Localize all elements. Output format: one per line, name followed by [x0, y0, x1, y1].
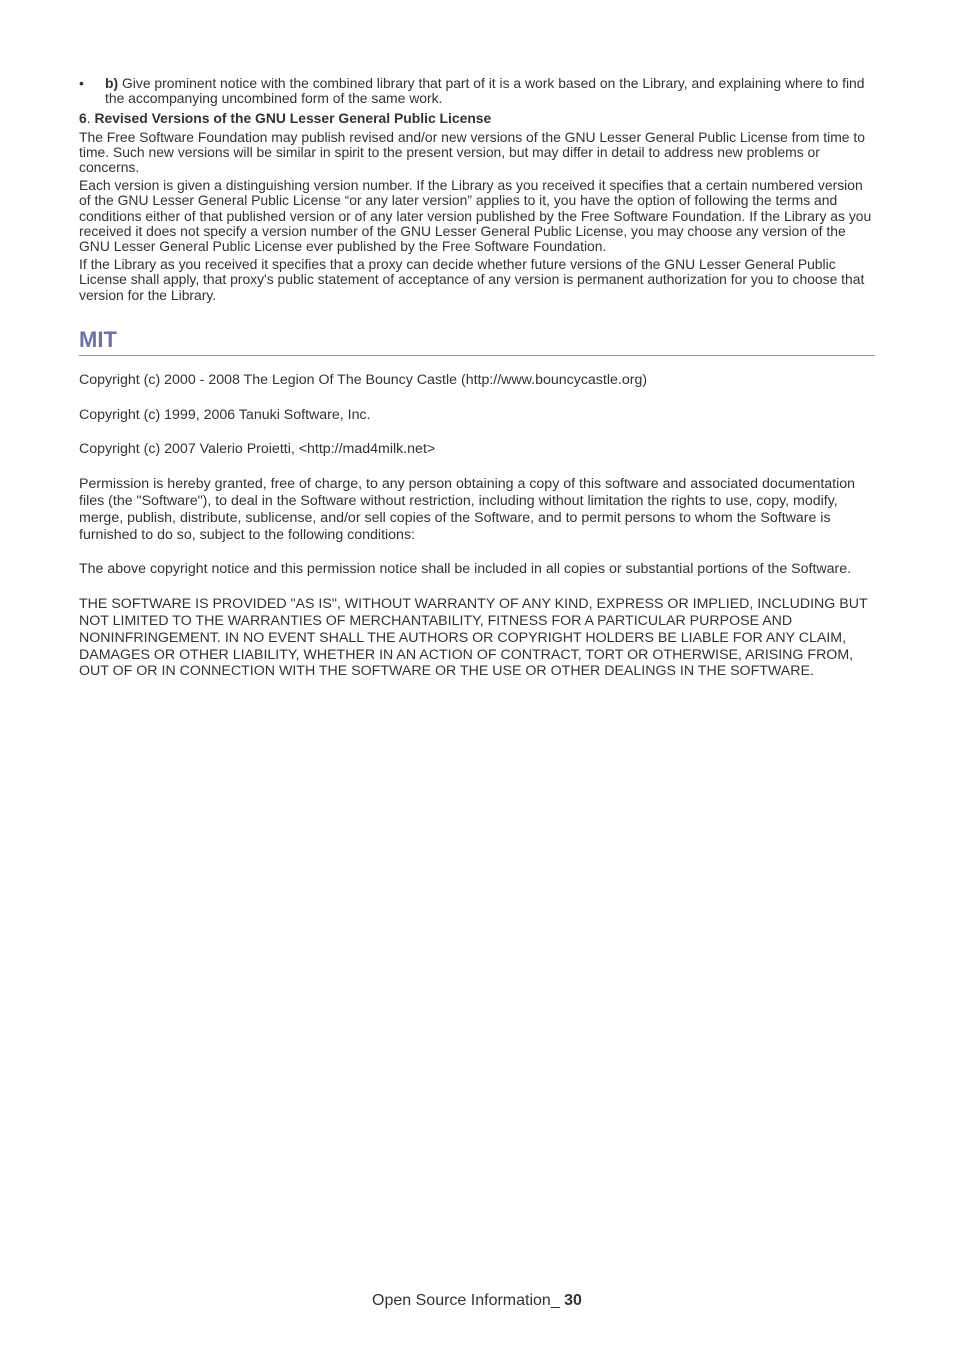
- footer-label: Open Source Information_: [372, 1292, 565, 1309]
- lgpl-paragraph-3: If the Library as you received it specifies that a proxy can decide whether future versions of the GNU Lesser General Public License shall apply, that proxy's public statement of acceptance of any version is permanent authorization for you to choose that version for the Library.: [79, 256, 865, 303]
- bullet-marker: •: [79, 75, 84, 91]
- page-footer: [0, 1292, 954, 1310]
- section-separator: .: [86, 110, 95, 127]
- bullet-text: Give prominent notice with the combined library that part of it is a work based on the Library, and explaining where to find the accompanying uncombined form of the same work.: [105, 75, 865, 107]
- page-number: 30: [564, 1292, 582, 1309]
- copyright-line-1: Copyright (c) 2000 - 2008 The Legion Of The Bouncy Castle (http://www.bouncycastle.org): [79, 371, 648, 388]
- section-6-heading: [79, 111, 875, 126]
- section-title: Revised Versions of the GNU Lesser General Public License: [94, 110, 492, 127]
- lgpl-paragraph-1: The Free Software Foundation may publish revised and/or new versions of the GNU Lesser General Public License from time to time. Such new versions will be similar in spirit to the present version, but may differ in detail to address new problems or concerns.: [79, 128, 865, 176]
- bullet-label: b): [105, 75, 119, 91]
- permission-paragraph: Permission is hereby granted, free of charge, to any person obtaining a copy of this software and associated documentation files (the "Software"), to deal in the Software without restriction, including without limitation the rights to use, copy, modify, merge, publish, distribute, sublicense, and/or sell copies of the Software, and to permit persons to whom the Software is furnished to do so, subject to the following conditions:: [79, 476, 856, 543]
- mit-body: [79, 372, 875, 680]
- copyright-line-3: Copyright (c) 2007 Valerio Proietti, <http://mad4milk.net>: [79, 441, 436, 458]
- page-content: [79, 76, 875, 698]
- warranty-paragraph: THE SOFTWARE IS PROVIDED "AS IS", WITHOUT WARRANTY OF ANY KIND, EXPRESS OR IMPLIED, INCLUDING BUT NOT LIMITED TO THE WARRANTIES OF MERCHANTABILITY, FITNESS FOR A PARTICULAR PURPOSE AND NONINFRINGEMENT. IN NO EVENT SHALL THE AUTHORS OR COPYRIGHT HOLDERS BE LIABLE FOR ANY CLAIM, DAMAGES OR OTHER LIABILITY, WHETHER IN AN ACTION OF CONTRACT, TORT OR OTHERWISE, ARISING FROM, OUT OF OR IN CONNECTION WITH THE SOFTWARE OR THE USE OR OTHER DEALINGS IN THE SOFTWARE.: [79, 596, 868, 680]
- mit-heading: MIT: [79, 327, 875, 356]
- bullet-item: [79, 76, 875, 106]
- copyright-line-2: Copyright (c) 1999, 2006 Tanuki Software, Inc.: [79, 406, 371, 423]
- section-number: 6: [79, 110, 87, 127]
- lgpl-paragraph-2: Each version is given a distinguishing version number. If the Library as you received it specifies that a certain numbered version of the GNU Lesser General Public License “or any later version” applies to it, you have the option of following the terms and conditions either of that published version or of any later version published by the Free Software Foundation. If the Library as you received it does not specify a version number of the GNU Lesser General Public License, you may choose any version of the GNU Lesser General Public License ever published by the Free Software Foundation.: [79, 177, 872, 255]
- notice-paragraph: The above copyright notice and this permission notice shall be included in all copies or substantial portions of the Software.: [79, 561, 852, 578]
